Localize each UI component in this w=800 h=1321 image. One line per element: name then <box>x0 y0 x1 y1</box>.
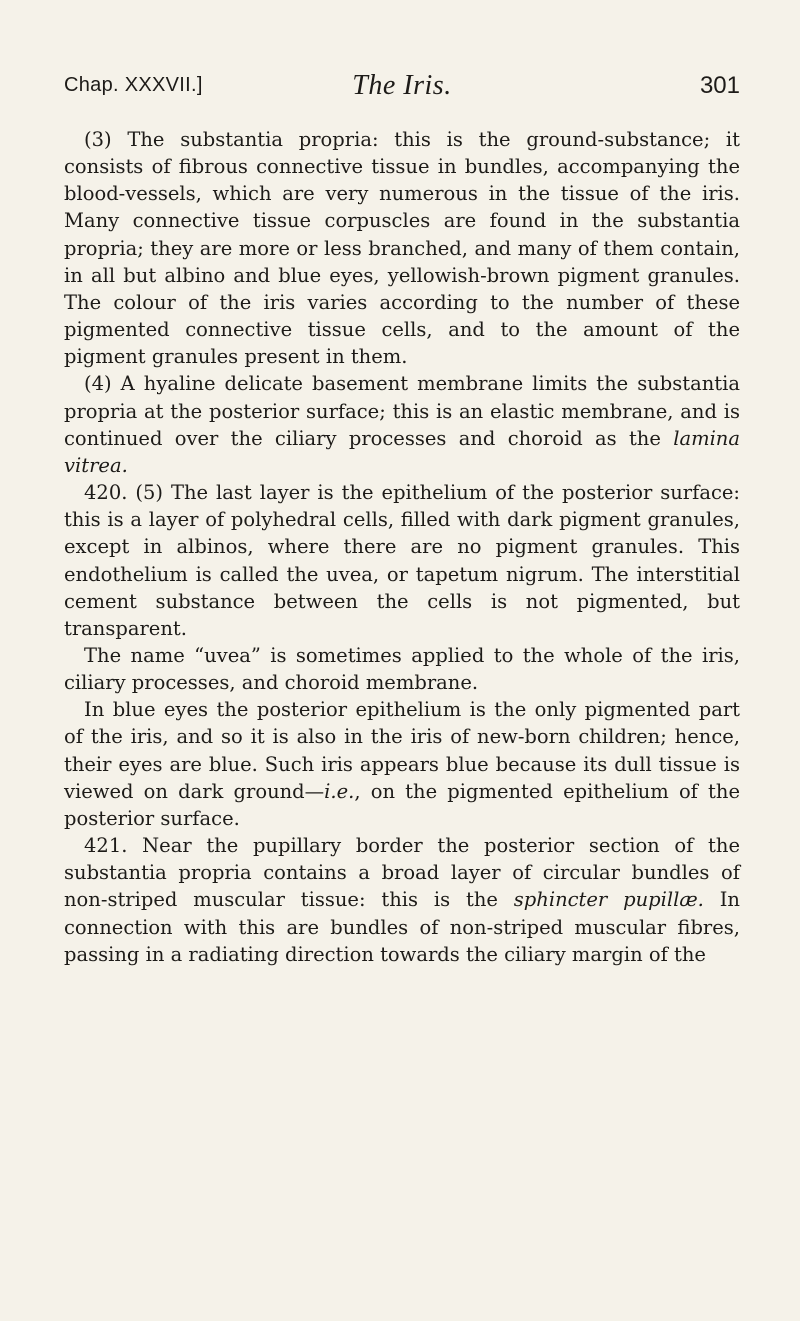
paragraph-substantia-propria <box>64 126 740 370</box>
running-head <box>64 70 740 110</box>
paragraph-text: (4) A hyaline delicate basement membrane limits the substantia propria at the posterior surface; this is an elastic membrane, and is continued over the ciliary processes and choroid as the <box>64 372 740 450</box>
paragraph-text: , on the pigmented epithelium of the posterior surface. <box>64 779 740 830</box>
chapter-reference: Chap. XXXVII.] <box>64 74 203 96</box>
paragraph-420-epithelium <box>64 479 740 642</box>
paragraph-text: The name “uvea” is sometimes applied to the whole of the iris, ciliary processes, and choroid membrane. <box>64 643 740 695</box>
paragraph-basement-membrane <box>64 370 740 479</box>
paragraph-text: In blue eyes the posterior epithelium is the only pigmented part of the iris, and so it is also in the iris of new-born children; hence, their eyes are blue. Such iris appears blue because its dull tissue is viewed on dark ground— <box>64 698 740 803</box>
paragraph-text: 420. (5) The last layer is the epithelium of the posterior surface: this is a layer of polyhedral cells, filled with dark pigment granules, except in albinos, where there are no pigment granules. This endothelium is called the uvea, or tapetum nigrum. The interstitial cement substance between the cells is not pigmented, but transparent. <box>64 481 740 640</box>
paragraph-text: (3) The substantia propria: this is the ground-substance; it consists of fibrous connective tissue in bundles, accompanying the blood-vessels, which are very numerous in the tissue of the iris. Many connective tissue corpuscles are found in the substantia propria; they are more or less branched, and many of them contain, in all but albino and blue eyes, yellowish-brown pigment granules. The colour of the iris varies according to the number of these pigmented connective tissue cells, and to the amount of the pigment granules present in them. <box>64 128 740 369</box>
page-number: 301 <box>699 72 740 99</box>
paragraph-text: 421. Near the pupillary border the posterior section of the substantia propria contains a broad layer of circular bundles of non-striped muscular tissue: this is the <box>64 834 740 912</box>
paragraph-uvea <box>64 642 740 696</box>
paragraph-text: In connection with this are bundles of non-striped muscular fibres, passing in a radiating direction towards the ciliary margin of the <box>64 888 740 966</box>
term-sphincter-pupillae: sphincter pupillæ. <box>513 888 704 912</box>
term-lamina-vitrea: lamina vitrea. <box>64 426 740 477</box>
paragraph-blue-eyes <box>64 696 740 832</box>
abbreviation-ie: i.e. <box>324 779 355 803</box>
body-text <box>64 126 740 968</box>
running-title: The Iris. <box>352 70 452 101</box>
paragraph-421-sphincter <box>64 832 740 968</box>
